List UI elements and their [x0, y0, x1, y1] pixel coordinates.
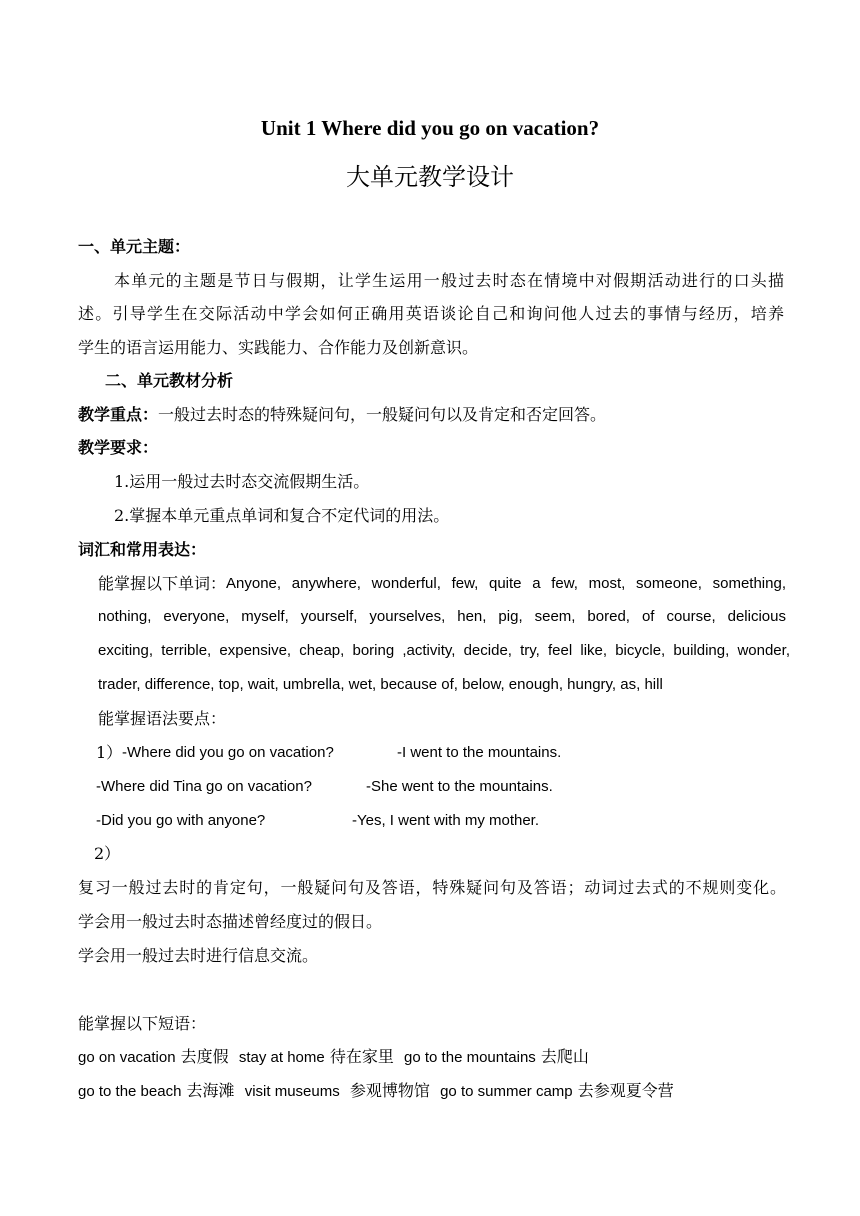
- phrase-en: visit museums: [244, 1083, 340, 1100]
- grammar-point-2-number: 2）: [94, 844, 121, 863]
- grammar-point-1-number: 1）: [96, 743, 123, 762]
- teaching-focus-label: 教学重点：: [78, 405, 159, 424]
- grammar-point-2-line: 学会用一般过去时进行信息交流。: [78, 946, 319, 965]
- dialog-answer: -Yes, I went with my mother.: [352, 812, 540, 829]
- section2-heading: 二、单元教材分析: [105, 371, 234, 390]
- dialog-question: -Where did you go on vacation?: [122, 744, 334, 761]
- section1-line-3: 学生的语言运用能力、实践能力、合作能力及创新意识。: [78, 338, 479, 357]
- vocab-words-line-3: exciting, terrible, expensive, cheap, boring ,activity, decide, try, feel like, bicycle, building, wonder,: [98, 642, 790, 659]
- phrase-cn: 去爬山: [540, 1047, 589, 1066]
- teaching-requirements-label: 教学要求：: [78, 438, 159, 457]
- section1-line-1: 本单元的主题是节日与假期，让学生运用一般过去时态在情境中对假期活动进行的口头描: [114, 271, 784, 290]
- phrase-en: go to the mountains: [404, 1049, 536, 1066]
- phrase-cn: 去海滩: [186, 1081, 235, 1100]
- vocab-words-line-4: trader, difference, top, wait, umbrella, wet, because of, below, enough, hungry, as, hill: [98, 676, 663, 693]
- unit-title: Unit 1 Where did you go on vacation?: [260, 116, 600, 140]
- requirement-item: 1.运用一般过去时态交流假期生活。: [114, 472, 370, 491]
- dialog-question: -Did you go with anyone?: [96, 812, 266, 829]
- grammar-point-2-line: 复习一般过去时的肯定句，一般疑问句及答语，特殊疑问句及答语；动词过去式的不规则变化。: [78, 878, 786, 897]
- dialog-question: -Where did Tina go on vacation?: [96, 778, 312, 795]
- section1-line-2: 述。引导学生在交际活动中学会如何正确用英语谈论自己和询问他人过去的事情与经历，培养: [78, 304, 784, 323]
- phrase-en: stay at home: [238, 1049, 325, 1066]
- vocab-words-line-2: nothing, everyone, myself, yourself, yourselves, hen, pig, seem, bored, of course, delicious: [98, 608, 786, 625]
- phrases-line-2: [78, 1080, 674, 1103]
- phrase-cn: 去参观夏令营: [577, 1081, 674, 1100]
- teaching-focus: [78, 404, 606, 426]
- dialog-answer: -I went to the mountains.: [397, 744, 562, 761]
- phrase-cn: 参观博物馆: [349, 1081, 430, 1100]
- teaching-focus-text: 一般过去时态的特殊疑问句，一般疑问句以及肯定和否定回答。: [158, 405, 607, 424]
- phrase-cn: 去度假: [180, 1047, 229, 1066]
- phrases-line-1: [78, 1046, 589, 1069]
- phrases-label: 能掌握以下短语：: [78, 1014, 207, 1033]
- vocab-words-line-1: [98, 573, 786, 595]
- phrase-en: go on vacation: [78, 1049, 176, 1066]
- vocab-heading: 词汇和常用表达：: [78, 540, 207, 559]
- grammar-point-2-line: 学会用一般过去时态描述曾经度过的假日。: [78, 912, 383, 931]
- words-text: Anyone, anywhere, wonderful, few, quite a few, most, someone, something,: [226, 575, 786, 592]
- section1-heading: 一、单元主题：: [78, 237, 191, 256]
- grammar-label: 能掌握语法要点：: [98, 709, 227, 728]
- phrase-en: go to summer camp: [440, 1083, 573, 1100]
- design-title: 大单元教学设计: [346, 163, 514, 191]
- phrase-cn: 待在家里: [329, 1047, 394, 1066]
- dialog-answer: -She went to the mountains.: [366, 778, 553, 795]
- phrase-en: go to the beach: [78, 1083, 182, 1100]
- requirement-item: 2.掌握本单元重点单词和复合不定代词的用法。: [114, 506, 450, 525]
- words-label: 能掌握以下单词：: [98, 574, 227, 593]
